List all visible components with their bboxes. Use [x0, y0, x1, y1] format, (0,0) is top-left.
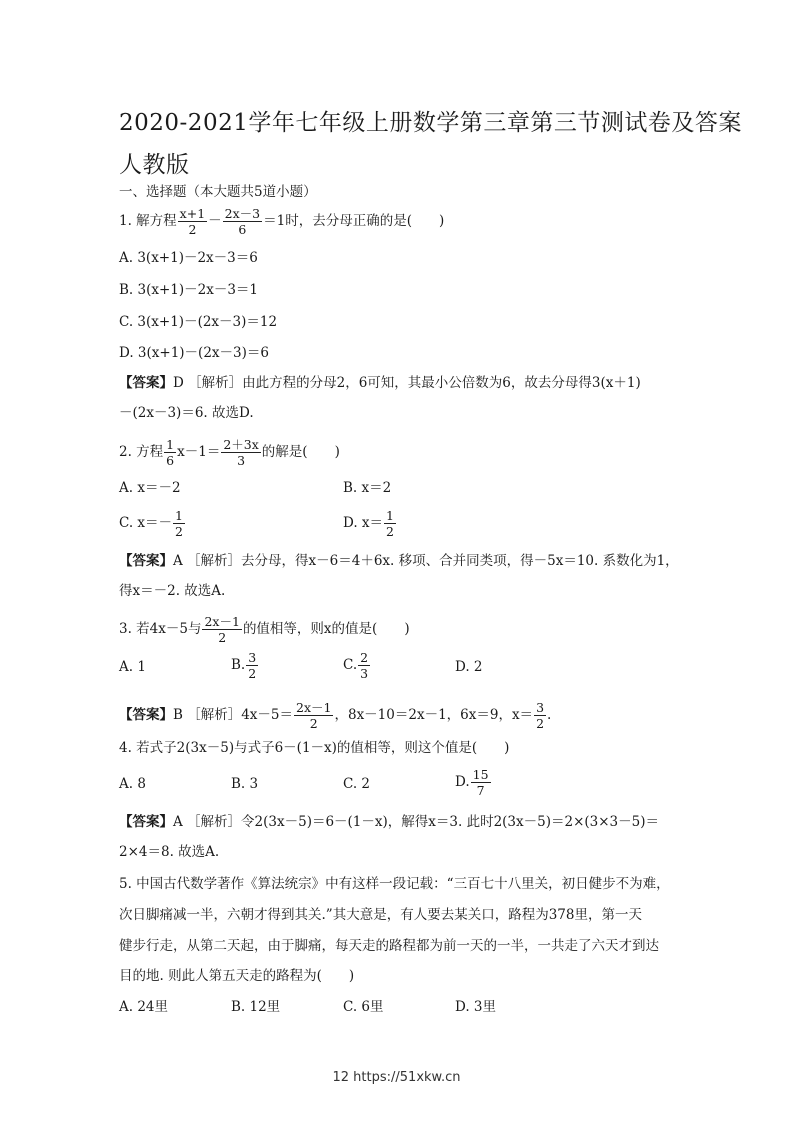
q2-answer-line1: 【答案】A ［解析］去分母，得x－6＝4＋6x. 移项、合并同类项，得－5x＝10. 系数化为1， — [119, 553, 679, 569]
q1-option-a: A. 3(x+1)－2x－3＝6 — [119, 250, 258, 266]
q4-option-a: A. 8 — [119, 776, 146, 792]
q1-fraction-1: $\frac{x+1}{2}$ — [179, 206, 206, 237]
q4-option-d: D. $\frac{15}{7}$ — [455, 767, 489, 798]
question-2: 2. 方程 $\frac{1}{6}$ x－1＝ $\frac{2+3x}{3}$ 的解是( ) — [119, 437, 340, 468]
q1-option-c: C. 3(x+1)－(2x－3)＝12 — [119, 314, 278, 330]
doc-title-line1: 2020-2021学年七年级上册数学第三章第三节测试卷及答案 — [119, 110, 742, 136]
q4-option-c: C. 2 — [343, 776, 371, 792]
q5-option-c: C. 6里 — [343, 999, 384, 1015]
q1-answer-line1: 【答案】D ［解析］由此方程的分母2，6可知，其最小公倍数为6，故去分母得3(x＋1) — [119, 375, 641, 391]
q2-option-b: B. x＝2 — [343, 480, 392, 496]
question-5-line3: 健步行走，从第二天起，由于脚痛，每天走的路程都为前一天的一半，一共走了六天才到达 — [119, 938, 659, 954]
q2-fraction-2: $\frac{2+3x}{3}$ — [223, 437, 259, 468]
section-heading: 一、选择题（本大题共5道小题） — [119, 184, 317, 200]
q5-option-b: B. 12里 — [231, 999, 281, 1015]
q5-option-a: A. 24里 — [119, 999, 169, 1015]
q4-option-b: B. 3 — [231, 776, 259, 792]
question-5-line2: 次日脚痛减一半，六朝才得到其关.”其大意是，有人要去某关口，路程为378里，第一天 — [119, 907, 642, 923]
q3-option-d: D. 2 — [455, 659, 483, 675]
q3-answer: 【答案】B ［解析］4x－5＝ $\frac{2x-1}{2}$ ，8x－10＝2x－1，6x＝9，x＝ $\frac{3}{2}$ . — [119, 700, 552, 731]
doc-title-line2: 人教版 — [119, 152, 190, 178]
q1-prefix: 1. 解方程 — [119, 213, 177, 229]
q3-option-b: B. $\frac{3}{2}$ — [231, 650, 257, 681]
q3-fraction: $\frac{2x-1}{2}$ — [204, 614, 240, 645]
question-5-line1: 5. 中国古代数学著作《算法统宗》中有这样一段记载：“三百七十八里关，初日健步不为难， — [119, 876, 670, 892]
q1-option-b: B. 3(x+1)－2x－3＝1 — [119, 282, 259, 298]
question-3: 3. 若4x－5与 $\frac{2x-1}{2}$ 的值相等，则x的值是( ) — [119, 614, 410, 645]
page-footer[interactable]: 12 https://51xkw.cn — [332, 1070, 461, 1085]
q5-option-d: D. 3里 — [455, 999, 497, 1015]
q2-option-d: D. x＝ $\frac{1}{2}$ — [343, 508, 394, 539]
q2-answer-line2: 得x＝－2. 故选A. — [119, 583, 226, 599]
q3-option-a: A. 1 — [119, 659, 146, 675]
q1-option-d: D. 3(x+1)－(2x－3)＝6 — [119, 345, 269, 361]
q2-option-c: C. x＝－ $\frac{1}{2}$ — [119, 508, 183, 539]
q2-option-a: A. x＝－2 — [119, 480, 181, 496]
question-5-line4: 目的地. 则此人第五天走的路程为( ) — [119, 968, 355, 984]
q4-answer-line2: 2×4＝8. 故选A. — [119, 844, 220, 860]
question-4: 4. 若式子2(3x－5)与式子6－(1－x)的值相等，则这个值是( ) — [119, 740, 510, 756]
q3-option-c: C. $\frac{2}{3}$ — [343, 650, 369, 681]
q2-fraction-1: $\frac{1}{6}$ — [166, 437, 175, 468]
q1-fraction-2: $\frac{2x-3}{6}$ — [224, 206, 261, 237]
question-1: 1. 解方程 $\frac{x+1}{2}$ － $\frac{2x-3}{6}$ ＝1时，去分母正确的是( ) — [119, 206, 445, 237]
q1-answer-line2: －(2x－3)＝6. 故选D. — [119, 405, 254, 421]
q4-answer-line1: 【答案】A ［解析］令2(3x－5)＝6－(1－x)，解得x＝3. 此时2(3x－5)＝2×(3×3－5)＝ — [119, 814, 659, 830]
